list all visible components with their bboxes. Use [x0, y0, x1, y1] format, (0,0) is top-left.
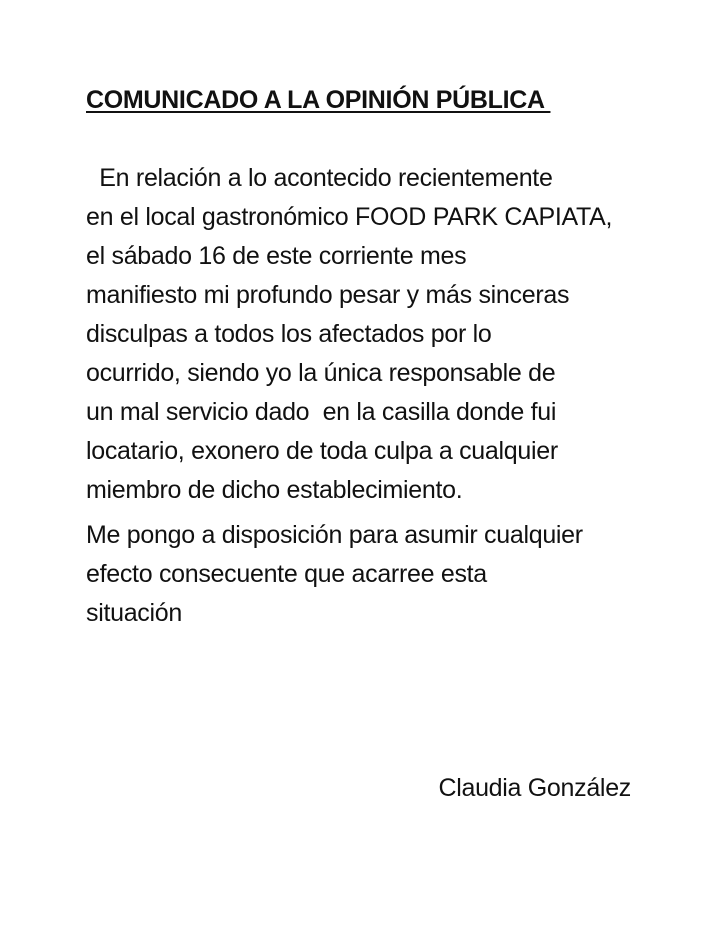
document-title: COMUNICADO A LA OPINIÓN PÚBLICA	[86, 86, 551, 114]
paragraph-line: situación	[86, 599, 182, 627]
paragraph-line: locatario, exonero de toda culpa a cualquier	[86, 437, 558, 465]
paragraph-disposition	[86, 516, 666, 633]
paragraph-line: en el local gastronómico FOOD PARK CAPIATA,	[86, 203, 613, 231]
paragraph-apology	[86, 159, 666, 510]
paragraph-line: En relación a lo acontecido recientemente	[86, 164, 553, 192]
paragraph-line: miembro de dicho establecimiento.	[86, 476, 463, 504]
paragraph-line: manifiesto mi profundo pesar y más sinceras	[86, 281, 570, 309]
paragraph-line: disculpas a todos los afectados por lo	[86, 320, 492, 348]
paragraph-line: ocurrido, siendo yo la única responsable de	[86, 359, 556, 387]
paragraph-line: Me pongo a disposición para asumir cualquier	[86, 521, 583, 549]
paragraph-line: un mal servicio dado en la casilla donde fui	[86, 398, 557, 426]
paragraph-line: el sábado 16 de este corriente mes	[86, 242, 467, 270]
paragraph-line: efecto consecuente que acarree esta	[86, 560, 487, 588]
signature-name: Claudia González	[438, 774, 631, 802]
